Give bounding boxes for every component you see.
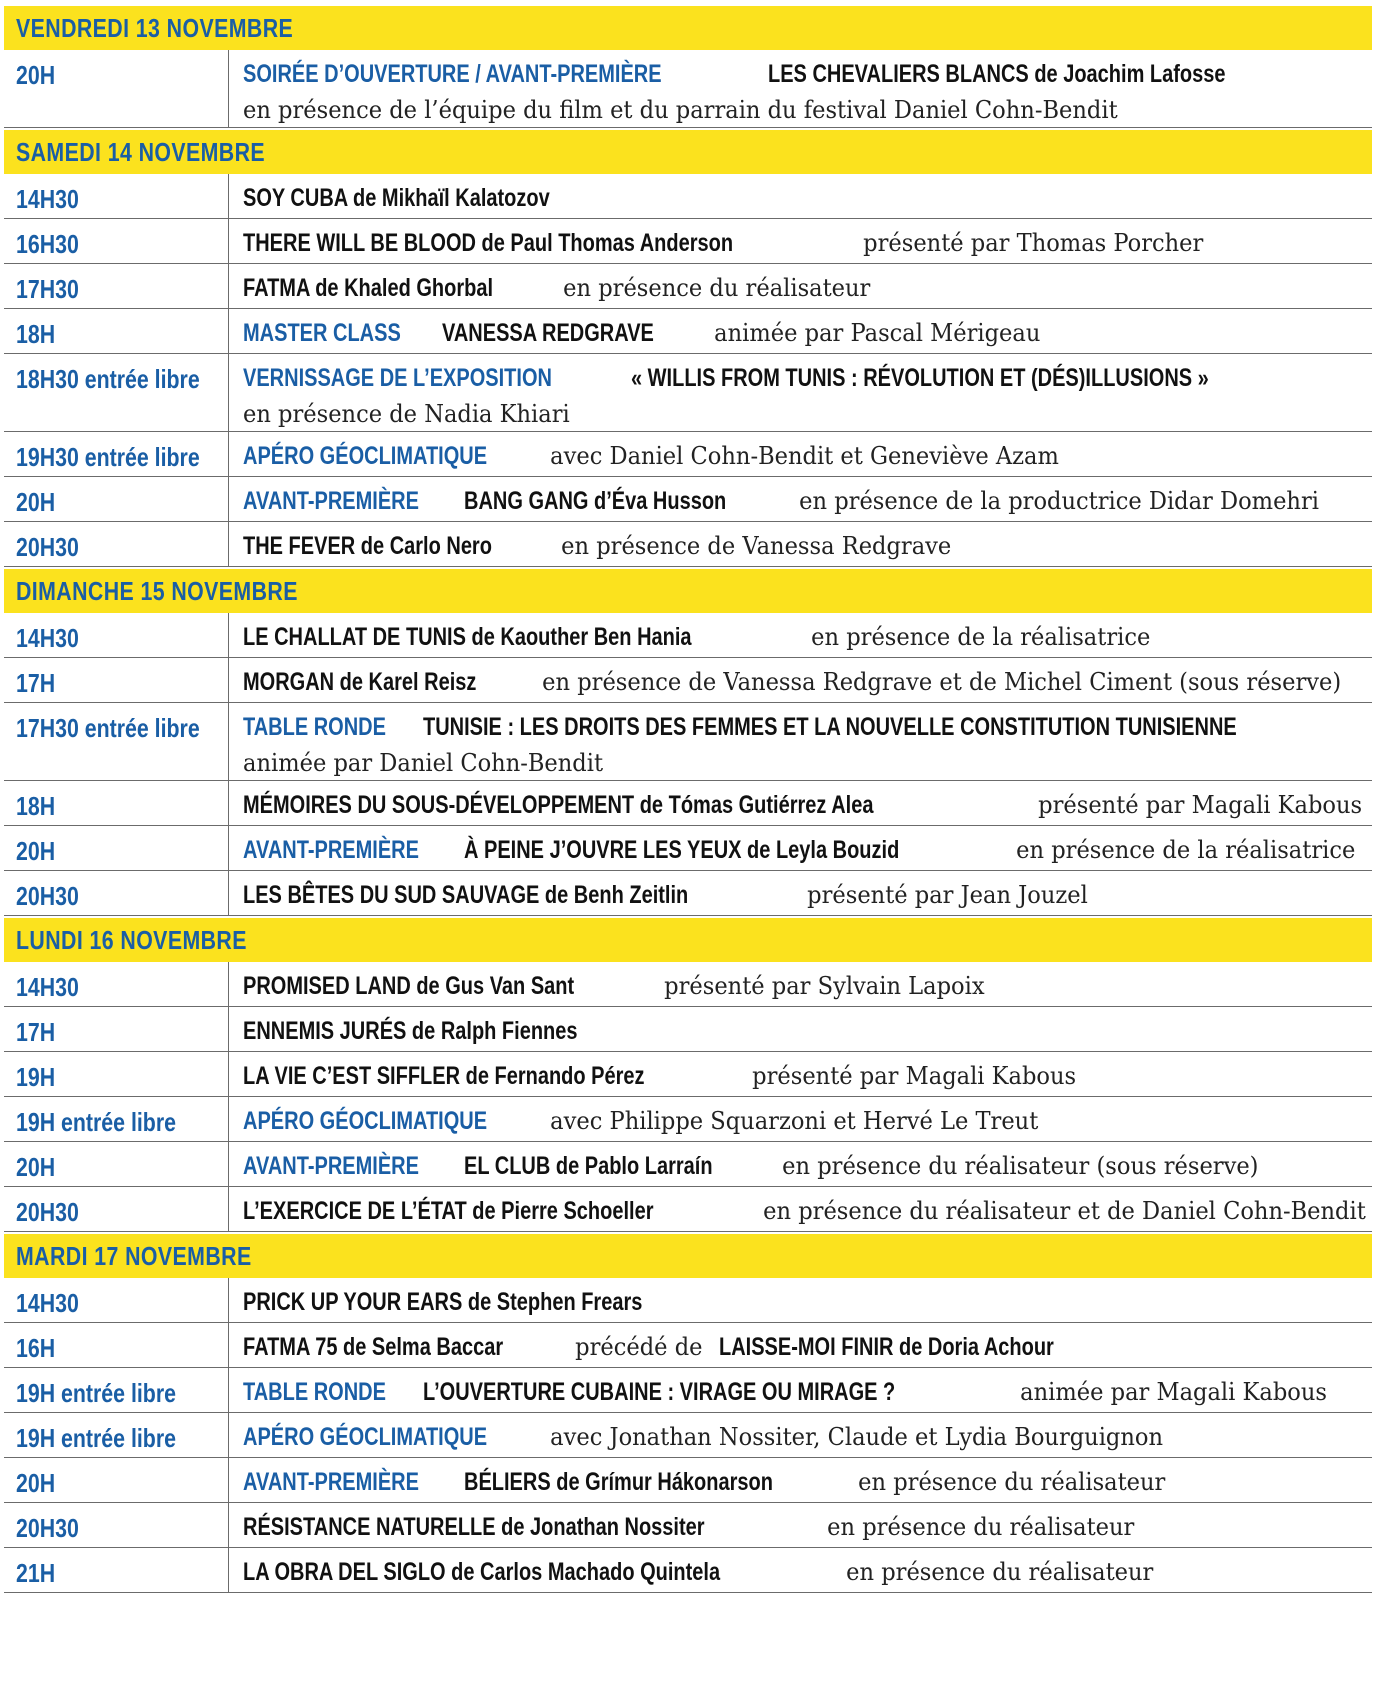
- event-note: en présence du réalisateur: [819, 1513, 1135, 1541]
- event-time: 16H: [16, 1333, 56, 1363]
- film-title: PROMISED LAND de Gus Van Sant: [243, 972, 575, 1000]
- event-row: [0, 1323, 1376, 1368]
- description-line: [243, 440, 1370, 476]
- event-description: [243, 1286, 1370, 1322]
- column-divider: [228, 1503, 229, 1548]
- event-description: [243, 1150, 1370, 1186]
- day-title: LUNDI 16 NOVEMBRE: [16, 924, 247, 955]
- film-title: L’OUVERTURE CUBAINE : VIRAGE OU MIRAGE ?: [423, 1378, 896, 1406]
- column-divider: [228, 477, 229, 522]
- event-row: [0, 781, 1376, 826]
- event-description: [243, 530, 1370, 566]
- event-time: 19H entrée libre: [16, 1107, 176, 1137]
- column-divider: [228, 1323, 229, 1368]
- film-title: LE CHALLAT DE TUNIS de Kaouther Ben Hania: [243, 623, 692, 651]
- event-time: 17H30 entrée libre: [16, 713, 200, 743]
- event-time: 20H: [16, 1468, 56, 1498]
- row-divider: [4, 915, 1372, 916]
- row-divider: [4, 1592, 1372, 1593]
- description-line: [243, 94, 1370, 130]
- column-divider: [228, 1187, 229, 1232]
- film-title: LES BÊTES DU SUD SAUVAGE de Benh Zeitlin: [243, 881, 689, 909]
- column-divider: [228, 1052, 229, 1097]
- event-category: AVANT-PREMIÈRE: [243, 487, 425, 515]
- event-category: APÉRO GÉOCLIMATIQUE: [243, 442, 488, 470]
- event-description: [243, 1060, 1370, 1096]
- film-title: SOY CUBA de Mikhaïl Kalatozov: [243, 184, 550, 212]
- row-divider: [4, 1231, 1372, 1232]
- event-row: [0, 1458, 1376, 1503]
- column-divider: [228, 309, 229, 354]
- event-description: [243, 1105, 1370, 1141]
- event-category: APÉRO GÉOCLIMATIQUE: [243, 1107, 488, 1135]
- event-time: 20H30: [16, 532, 79, 562]
- film-title: L’EXERCICE DE L’ÉTAT de Pierre Schoeller: [243, 1197, 654, 1225]
- event-row: [0, 432, 1376, 477]
- row-divider: [4, 566, 1372, 567]
- description-line: [243, 621, 1370, 657]
- event-description: [243, 1195, 1370, 1231]
- event-note: précédé de: [568, 1333, 710, 1361]
- event-time: 20H: [16, 1152, 56, 1182]
- film-title: « WILLIS FROM TUNIS : RÉVOLUTION ET (DÉS)ILLUSIONS »: [630, 364, 1209, 392]
- column-divider: [228, 1368, 229, 1413]
- event-description: [243, 1015, 1370, 1051]
- description-line: [243, 1150, 1370, 1186]
- event-row: [0, 309, 1376, 354]
- event-note: en présence de la réalisatrice: [803, 623, 1151, 651]
- film-title: RÉSISTANCE NATURELLE de Jonathan Nossiter: [243, 1513, 705, 1541]
- event-description: [243, 666, 1370, 702]
- event-row: [0, 1278, 1376, 1323]
- column-divider: [228, 354, 229, 432]
- column-divider: [228, 703, 229, 781]
- event-time: 20H30: [16, 1197, 79, 1227]
- event-description: [243, 621, 1370, 657]
- event-time: 17H30: [16, 274, 79, 304]
- description-line: [243, 834, 1370, 870]
- event-note: en présence du réalisateur: [850, 1468, 1165, 1496]
- event-row: [0, 219, 1376, 264]
- description-line: [243, 485, 1370, 521]
- event-time: 14H30: [16, 184, 79, 214]
- film-title: FATMA de Khaled Ghorbal: [243, 274, 494, 302]
- description-line: [243, 1195, 1370, 1231]
- event-description: [243, 362, 1370, 434]
- event-time: 21H: [16, 1558, 56, 1588]
- event-description: [243, 789, 1370, 825]
- description-line: [243, 747, 1370, 783]
- column-divider: [228, 1007, 229, 1052]
- event-time: 14H30: [16, 972, 79, 1002]
- event-description: [243, 440, 1370, 476]
- event-description: [243, 1331, 1370, 1367]
- film-title: LES CHEVALIERS BLANCS de Joachim Lafosse: [767, 60, 1226, 88]
- day-header: [4, 569, 1372, 613]
- event-note: en présence du réalisateur (sous réserve): [775, 1152, 1259, 1180]
- event-time: 20H: [16, 60, 56, 90]
- column-divider: [228, 1142, 229, 1187]
- column-divider: [228, 264, 229, 309]
- film-title: BANG GANG d’Éva Husson: [464, 487, 727, 515]
- description-line: [243, 398, 1370, 434]
- description-line: [243, 362, 1370, 398]
- day-title: SAMEDI 14 NOVEMBRE: [16, 136, 266, 167]
- event-time: 19H entrée libre: [16, 1378, 176, 1408]
- description-line: [243, 666, 1370, 702]
- column-divider: [228, 658, 229, 703]
- description-line: [243, 272, 1370, 308]
- description-line: [243, 317, 1370, 353]
- event-note: avec Daniel Cohn-Bendit et Geneviève Azam: [542, 442, 1059, 470]
- description-line: [243, 58, 1370, 94]
- event-description: [243, 711, 1370, 783]
- day-header: [4, 130, 1372, 174]
- event-row: [0, 1368, 1376, 1413]
- description-line: [243, 530, 1370, 566]
- event-description: [243, 1556, 1370, 1592]
- event-description: [243, 1376, 1370, 1412]
- column-divider: [228, 174, 229, 219]
- description-line: [243, 1331, 1370, 1367]
- event-description: [243, 970, 1370, 1006]
- event-note: animée par Daniel Cohn-Bendit: [243, 749, 604, 777]
- day-header: [4, 6, 1372, 50]
- description-line: [243, 1060, 1370, 1096]
- column-divider: [228, 219, 229, 264]
- description-line: [243, 1511, 1370, 1547]
- event-row: [0, 613, 1376, 658]
- event-note: en présence du réalisateur: [839, 1558, 1154, 1586]
- description-line: [243, 1421, 1370, 1457]
- event-category: VERNISSAGE DE L’EXPOSITION: [243, 364, 558, 392]
- event-description: [243, 879, 1370, 915]
- film-title: THE FEVER de Carlo Nero: [243, 532, 492, 560]
- event-row: [0, 50, 1376, 128]
- event-row: [0, 1142, 1376, 1187]
- column-divider: [228, 1458, 229, 1503]
- event-time: 19H30 entrée libre: [16, 442, 200, 472]
- event-row: [0, 477, 1376, 522]
- event-time: 18H: [16, 319, 56, 349]
- column-divider: [228, 432, 229, 477]
- description-line: [243, 1286, 1370, 1322]
- event-description: [243, 182, 1370, 218]
- event-note: avec Jonathan Nossiter, Claude et Lydia Bourguignon: [542, 1423, 1163, 1451]
- description-line: [243, 1105, 1370, 1141]
- event-row: [0, 174, 1376, 219]
- event-time: 19H: [16, 1062, 56, 1092]
- event-row: [0, 1548, 1376, 1593]
- description-line: [243, 1556, 1370, 1592]
- event-row: [0, 1007, 1376, 1052]
- event-category: APÉRO GÉOCLIMATIQUE: [243, 1423, 488, 1451]
- column-divider: [228, 1097, 229, 1142]
- event-category: AVANT-PREMIÈRE: [243, 1152, 425, 1180]
- event-category: AVANT-PREMIÈRE: [243, 1468, 425, 1496]
- event-row: [0, 703, 1376, 781]
- event-note: en présence de Vanessa Redgrave et de Michel Ciment (sous réserve): [534, 668, 1341, 696]
- event-note: présenté par Sylvain Lapoix: [656, 972, 985, 1000]
- description-line: [243, 227, 1370, 263]
- day-title: VENDREDI 13 NOVEMBRE: [16, 12, 294, 43]
- event-note: en présence de la productrice Didar Domehri: [792, 487, 1320, 515]
- event-description: [243, 317, 1370, 353]
- description-line: [243, 1466, 1370, 1502]
- event-note: présenté par Magali Kabous: [744, 1062, 1077, 1090]
- event-time: 17H: [16, 1017, 56, 1047]
- event-time: 20H: [16, 487, 56, 517]
- film-title: VANESSA REDGRAVE: [441, 319, 654, 347]
- event-row: [0, 1097, 1376, 1142]
- event-row: [0, 658, 1376, 703]
- event-row: [0, 1052, 1376, 1097]
- event-row: [0, 962, 1376, 1007]
- event-note: en présence de la réalisatrice: [1008, 836, 1355, 864]
- column-divider: [228, 522, 229, 567]
- event-note: avec Philippe Squarzoni et Hervé Le Treut: [542, 1107, 1038, 1135]
- event-note: animée par Pascal Mérigeau: [706, 319, 1040, 347]
- event-time: 18H30 entrée libre: [16, 364, 200, 394]
- description-line: [243, 711, 1370, 747]
- event-category: TABLE RONDE: [243, 713, 392, 741]
- film-title: LA VIE C’EST SIFFLER de Fernando Pérez: [243, 1062, 645, 1090]
- event-description: [243, 485, 1370, 521]
- film-title: MÉMOIRES DU SOUS-DÉVELOPPEMENT de Tómas Gutiérrez Alea: [243, 791, 874, 819]
- event-time: 19H entrée libre: [16, 1423, 176, 1453]
- description-line: [243, 970, 1370, 1006]
- film-title: À PEINE J’OUVRE LES YEUX de Leyla Bouzid: [464, 836, 900, 864]
- event-row: [0, 1503, 1376, 1548]
- event-time: 18H: [16, 791, 56, 821]
- event-row: [0, 826, 1376, 871]
- column-divider: [228, 1548, 229, 1593]
- event-time: 20H30: [16, 1513, 79, 1543]
- day-title: MARDI 17 NOVEMBRE: [16, 1240, 252, 1271]
- event-category: SOIRÉE D’OUVERTURE / AVANT-PREMIÈRE: [243, 60, 668, 88]
- event-note: en présence du réalisateur: [555, 274, 870, 302]
- film-title: LA OBRA DEL SIGLO de Carlos Machado Quintela: [243, 1558, 721, 1586]
- event-time: 17H: [16, 668, 56, 698]
- event-category: MASTER CLASS: [243, 319, 407, 347]
- event-note: présenté par Thomas Porcher: [855, 229, 1203, 257]
- film-title: BÉLIERS de Grímur Hákonarson: [464, 1468, 774, 1496]
- row-divider: [4, 127, 1372, 128]
- column-divider: [228, 1413, 229, 1458]
- column-divider: [228, 50, 229, 128]
- event-description: [243, 1511, 1370, 1547]
- event-description: [243, 1466, 1370, 1502]
- description-line: [243, 1015, 1370, 1051]
- event-description: [243, 58, 1370, 130]
- event-description: [243, 272, 1370, 308]
- event-note: présenté par Jean Jouzel: [799, 881, 1088, 909]
- event-row: [0, 354, 1376, 432]
- event-description: [243, 227, 1370, 263]
- film-title: PRICK UP YOUR EARS de Stephen Frears: [243, 1288, 643, 1316]
- column-divider: [228, 962, 229, 1007]
- event-row: [0, 1187, 1376, 1232]
- event-row: [0, 264, 1376, 309]
- event-description: [243, 1421, 1370, 1457]
- event-note: en présence de l’équipe du film et du parrain du festival Daniel Cohn-Bendit: [243, 96, 1118, 124]
- column-divider: [228, 826, 229, 871]
- event-category: AVANT-PREMIÈRE: [243, 836, 425, 864]
- film-title: LAISSE-MOI FINIR de Doria Achour: [718, 1333, 1054, 1361]
- column-divider: [228, 613, 229, 658]
- film-title: TUNISIE : LES DROITS DES FEMMES ET LA NOUVELLE CONSTITUTION TUNISIENNE: [423, 713, 1237, 741]
- event-note: présenté par Magali Kabous: [1031, 791, 1363, 819]
- day-title: DIMANCHE 15 NOVEMBRE: [16, 575, 298, 606]
- event-row: [0, 522, 1376, 567]
- description-line: [243, 789, 1370, 825]
- event-time: 16H30: [16, 229, 79, 259]
- film-title: ENNEMIS JURÉS de Ralph Fiennes: [243, 1017, 578, 1045]
- event-row: [0, 871, 1376, 916]
- description-line: [243, 879, 1370, 915]
- event-category: TABLE RONDE: [243, 1378, 392, 1406]
- column-divider: [228, 1278, 229, 1323]
- event-row: [0, 1413, 1376, 1458]
- column-divider: [228, 781, 229, 826]
- film-title: EL CLUB de Pablo Larraín: [464, 1152, 713, 1180]
- film-title: THERE WILL BE BLOOD de Paul Thomas Anderson: [243, 229, 734, 257]
- film-title: MORGAN de Karel Reisz: [243, 668, 477, 696]
- day-header: [4, 918, 1372, 962]
- event-note: en présence de Vanessa Redgrave: [554, 532, 952, 560]
- event-note: animée par Magali Kabous: [1013, 1378, 1328, 1406]
- event-time: 14H30: [16, 1288, 79, 1318]
- day-header: [4, 1234, 1372, 1278]
- description-line: [243, 182, 1370, 218]
- film-title: FATMA 75 de Selma Baccar: [243, 1333, 504, 1361]
- event-note: en présence de Nadia Khiari: [243, 400, 570, 428]
- event-time: 20H30: [16, 881, 79, 911]
- event-time: 20H: [16, 836, 56, 866]
- event-note: en présence du réalisateur et de Daniel Cohn-Bendit: [756, 1197, 1366, 1225]
- event-description: [243, 834, 1370, 870]
- description-line: [243, 1376, 1370, 1412]
- event-time: 14H30: [16, 623, 79, 653]
- column-divider: [228, 871, 229, 916]
